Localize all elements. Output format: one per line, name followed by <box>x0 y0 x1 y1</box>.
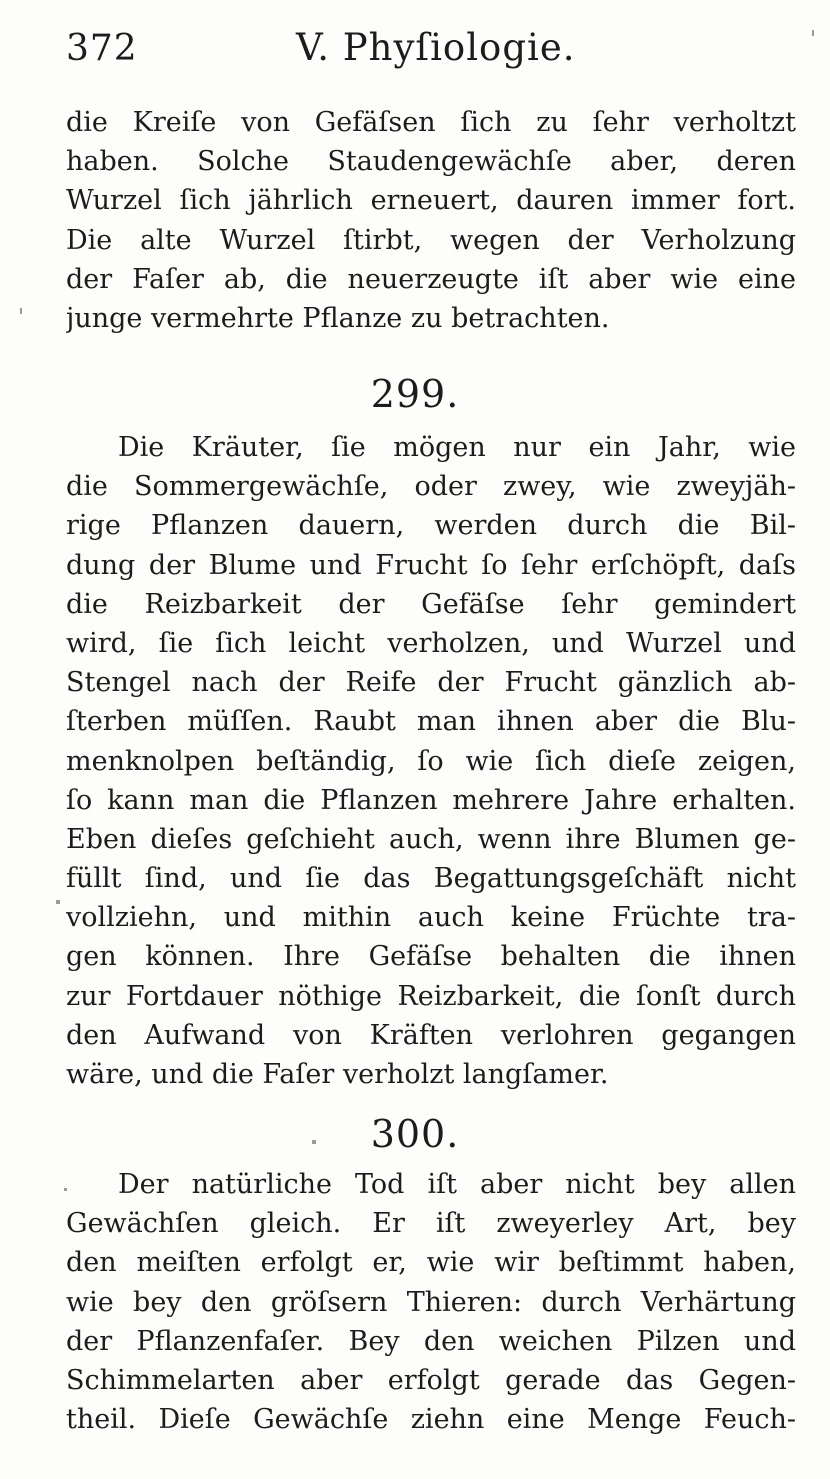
text-line: rige Pflanzen dauern, werden durch die Bil- <box>66 510 796 542</box>
text-line: Eben dieſes geſchieht auch, wenn ihre Blumen ge- <box>66 823 796 855</box>
scan-speck <box>64 1188 67 1191</box>
text-line: die Reizbarkeit der Gefäſse ſehr gemindert <box>66 588 796 620</box>
text-line: der Pflanzenfaſer. Bey den weichen Pilzen und <box>66 1325 796 1357</box>
running-head <box>66 26 790 76</box>
text-line: Der natürliche Tod iſt aber nicht bey allen <box>118 1169 796 1200</box>
text-line: theil. Dieſe Gewächſe ziehn eine Menge Feuch- <box>66 1404 796 1436</box>
scan-speck <box>312 1140 316 1144</box>
continuation-paragraph <box>66 103 796 338</box>
scan-speck <box>56 900 60 904</box>
section-number-299: 299. <box>370 372 460 416</box>
section-number-300: 300. <box>370 1112 460 1156</box>
text-line: Wurzel ſich jährlich erneuert, dauren immer fort. <box>66 185 796 217</box>
text-line: Stengel nach der Reife der Frucht gänzlich ab- <box>66 667 796 699</box>
text-line: die Sommergewächſe, oder zwey, wie zweyjäh- <box>66 471 796 503</box>
text-line: Gewächſen gleich. Er iſt zweyerley Art, bey <box>66 1208 796 1240</box>
text-line: dung der Blume und Frucht ſo ſehr erſchöpft, daſs <box>66 549 796 581</box>
text-line: füllt ſind, und ſie das Begattungsgeſchäft nicht <box>66 863 796 895</box>
running-title: V. Phyſiologie. <box>296 26 576 69</box>
text-line: der Faſer ab, die neuerzeugte iſt aber wie eine <box>66 263 796 295</box>
text-line: wie bey den gröſsern Thieren: durch Verhärtung <box>66 1286 796 1318</box>
text-line: Schimmelarten aber erfolgt gerade das Gegen- <box>66 1364 796 1396</box>
text-line: Die alte Wurzel ſtirbt, wegen der Verholzung <box>66 224 796 256</box>
page-number: 372 <box>66 28 138 69</box>
section-299-paragraph <box>66 428 796 1094</box>
text-line: haben. Solche Staudengewächſe aber, deren <box>66 146 796 178</box>
text-line: ſo kann man die Pflanzen mehrere Jahre erhalten. <box>66 784 796 816</box>
text-line: ſterben müſſen. Raubt man ihnen aber die Blu- <box>66 706 796 738</box>
scan-speck <box>812 30 814 36</box>
text-line: gen können. Ihre Gefäſse behalten die ihnen <box>66 941 796 973</box>
text-line: den meiſten erfolgt er, wie wir beſtimmt haben, <box>66 1247 796 1279</box>
text-line: wäre, und die Faſer verholzt langſamer. <box>66 1059 609 1090</box>
text-line: Die Kräuter, ſie mögen nur ein Jahr, wie <box>118 432 796 463</box>
text-line: junge vermehrte Pflanze zu betrachten. <box>66 302 610 334</box>
scan-speck <box>20 308 22 314</box>
text-line: die Kreiſe von Gefäſsen ſich zu ſehr verholtzt <box>66 107 796 138</box>
text-line: vollziehn, und mithin auch keine Früchte tra- <box>66 902 796 934</box>
section-300-paragraph <box>66 1165 796 1439</box>
text-line: zur Fortdauer nöthige Reizbarkeit, die ſonſt durch <box>66 980 796 1012</box>
text-line: den Aufwand von Kräften verlohren gegangen <box>66 1019 796 1051</box>
text-line: wird, ſie ſich leicht verholzen, und Wurzel und <box>66 627 796 659</box>
text-line: menknolpen beſtändig, ſo wie ſich dieſe zeigen, <box>66 745 796 777</box>
